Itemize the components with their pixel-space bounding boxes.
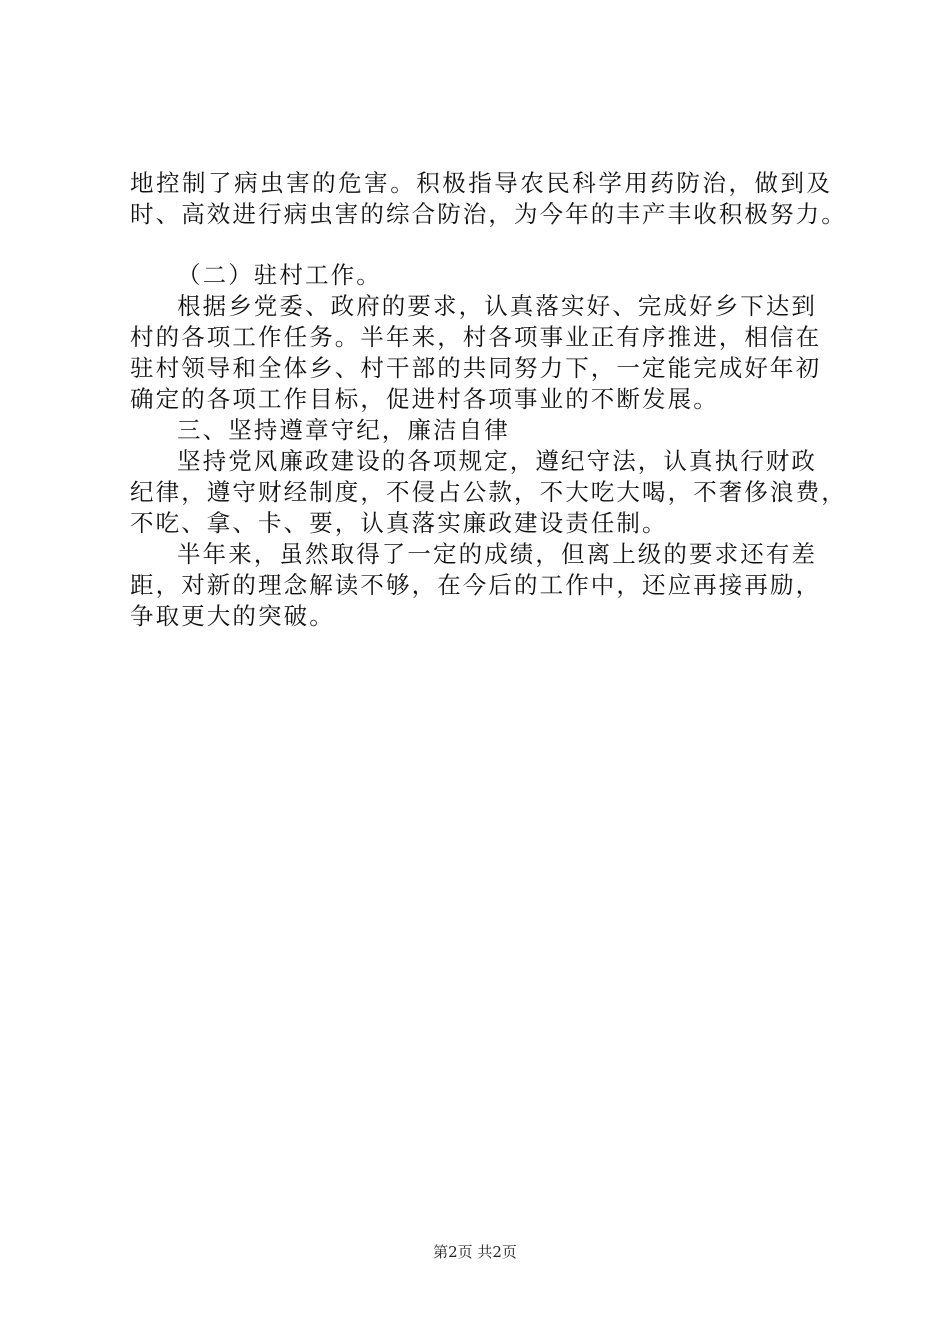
section-heading: （二）驻村工作。 — [177, 261, 382, 289]
paragraph-line: 坚持党风廉政建设的各项规定，遵纪守法，认真执行财政 — [177, 447, 817, 475]
paragraph-line: 不吃、拿、卡、要，认真落实廉政建设责任制。 — [130, 509, 668, 537]
paragraph-line: 驻村领导和全体乡、村干部的共同努力下，一定能完成好年初 — [130, 354, 822, 382]
paragraph-spacer — [130, 230, 830, 260]
paragraph-line: 争取更大的突破。 — [130, 602, 335, 630]
section-heading: 三、坚持遵章守纪，廉洁自律 — [177, 416, 510, 444]
paragraph-line: 半年来，虽然取得了一定的成绩，但离上级的要求还有差 — [177, 540, 817, 568]
paragraph-line: 根据乡党委、政府的要求，认真落实好、完成好乡下达到 — [177, 292, 817, 320]
paragraph-line: 确定的各项工作目标，促进村各项事业的不断发展。 — [130, 385, 719, 413]
paragraph-line: 纪律，遵守财经制度，不侵占公款，不大吃大喝，不奢侈浪费， — [130, 478, 847, 506]
paragraph-line: 时、高效进行病虫害的综合防治，为今年的丰产丰收积极努力。 — [130, 200, 847, 228]
paragraph-line: 村的各项工作任务。半年来，村各项事业正有序推进，相信在 — [130, 323, 822, 351]
paragraph-line: 距，对新的理念解读不够，在今后的工作中，还应再接再励， — [130, 571, 822, 599]
page-footer: 第2页 共2页 — [433, 1243, 517, 1261]
document-body — [130, 168, 847, 632]
paragraph-line: 地控制了病虫害的危害。积极指导农民科学用药防治，做到及 — [130, 169, 830, 197]
